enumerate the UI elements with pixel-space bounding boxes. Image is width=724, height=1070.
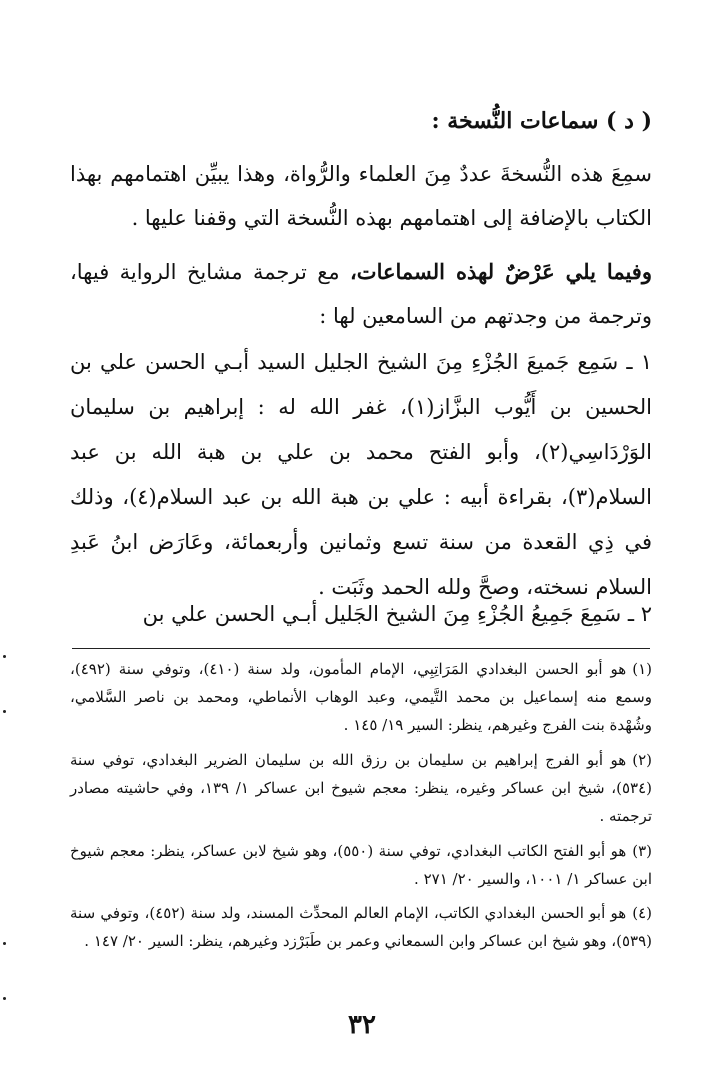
footnote-text: هو أبو الحسن البغدادي المَرَاتِبِي، الإمام المأمون، ولد سنة (٤١٠)، وتوفي سنة (٤٩٢)، وسمع منه إسماعيل بن محمد التَّيمي، وعبد الوهاب الأنماطي، ومحمد بن ناصر السَّلامي، وشُهْدة بنت الفرج وغيرهم، ينظر: السير ١٩/ ١٤٥ . [70, 660, 652, 734]
intro-paragraph: سمِعَ هذه النُّسخةَ عددٌ مِنَ العلماء والرُّواة، وهذا يبيِّن اهتمامهم بهذا الكتاب بالإضافة إلى اهتمامهم بهذه النُّسخة التي وقفنا عليها . [70, 162, 652, 230]
scan-speck [3, 997, 6, 1000]
footnote-number: (٣) [632, 842, 653, 860]
footnote-3 [70, 837, 652, 893]
scan-speck [3, 942, 6, 945]
footnote-number: (٢) [632, 751, 652, 769]
footnote-4 [70, 899, 652, 955]
second-paragraph [70, 250, 652, 338]
footnote-number: (١) [632, 660, 652, 678]
footnote-number: (٤) [632, 904, 652, 922]
scan-speck [3, 655, 6, 658]
scan-speck [3, 710, 6, 713]
footnote-2 [70, 746, 652, 830]
page-number: ٣٢ [348, 1010, 376, 1040]
audition-item-2: ٢ ـ سَمِعَ جَمِيعُ الجُزْءِ مِنَ الشيخ الجَليل أبـي الحسن علي بن [142, 602, 652, 626]
footnote-text: هو أبو الحسن البغدادي الكاتب، الإمام العالم المحدِّث المسند، ولد سنة (٤٥٢)، وتوفي سنة (٥٣٩)، وهو شيخ ابن عساكر وابن السمعاني وعمر بن طَبَرْزد وغيرهم، ينظر: السير ٢٠/ ١٤٧ . [70, 904, 652, 950]
audition-item-1: ١ ـ سَمِع جَميعَ الجُزْءِ مِنَ الشيخ الجليل السيد أبـي الحسن علي بن الحسين بن أَيُّوب البزَّاز(١)، غفر الله له : إبراهيم بن سليمان الوَرْدَاسِي(٢)، وأبو الفتح محمد بن علي بن هبة الله بن عبد السلام(٣)، بقراءة أبيه : علي بن هبة الله بن عبد السلام(٤)، وذلك في ذِي القعدة من سنة تسع وثمانين وأربعمائة، وعَارَض ابنُ عَبدِ السلام نسخته، وصحَّ ولله الحمد وثَبَت . [70, 350, 653, 599]
footnote-text: هو أبو الفرج إبراهيم بن سليمان بن رزق الله بن سليمان الضرير البغدادي، توفي سنة (٥٣٤)، شيخ ابن عساكر وغيره، ينظر: معجم شيوخ ابن عساكر ١/ ١٣٩، وفي حاشيته مصادر ترجمته . [70, 751, 653, 825]
footnote-divider [72, 648, 650, 649]
second-paragraph-bold: وفيما يلي عَرْضٌ لهذه السماعات، [350, 259, 652, 284]
footnote-1 [70, 655, 652, 739]
footnote-text: هو أبو الفتح الكاتب البغدادي، توفي سنة (٥٥٠)، وهو شيخ لابن عساكر، ينظر: معجم شيوخ ابن عساكر ١/ ١٠٠١، والسير ٢٠/ ٢٧١ . [70, 842, 652, 888]
section-heading: ( د ) سماعات النُّسخة : [431, 108, 652, 134]
second-paragraph-rest: مع ترجمة مشايخ الرواية فيها، وترجمة من وجدتهم من السامعين لها : [70, 260, 652, 328]
